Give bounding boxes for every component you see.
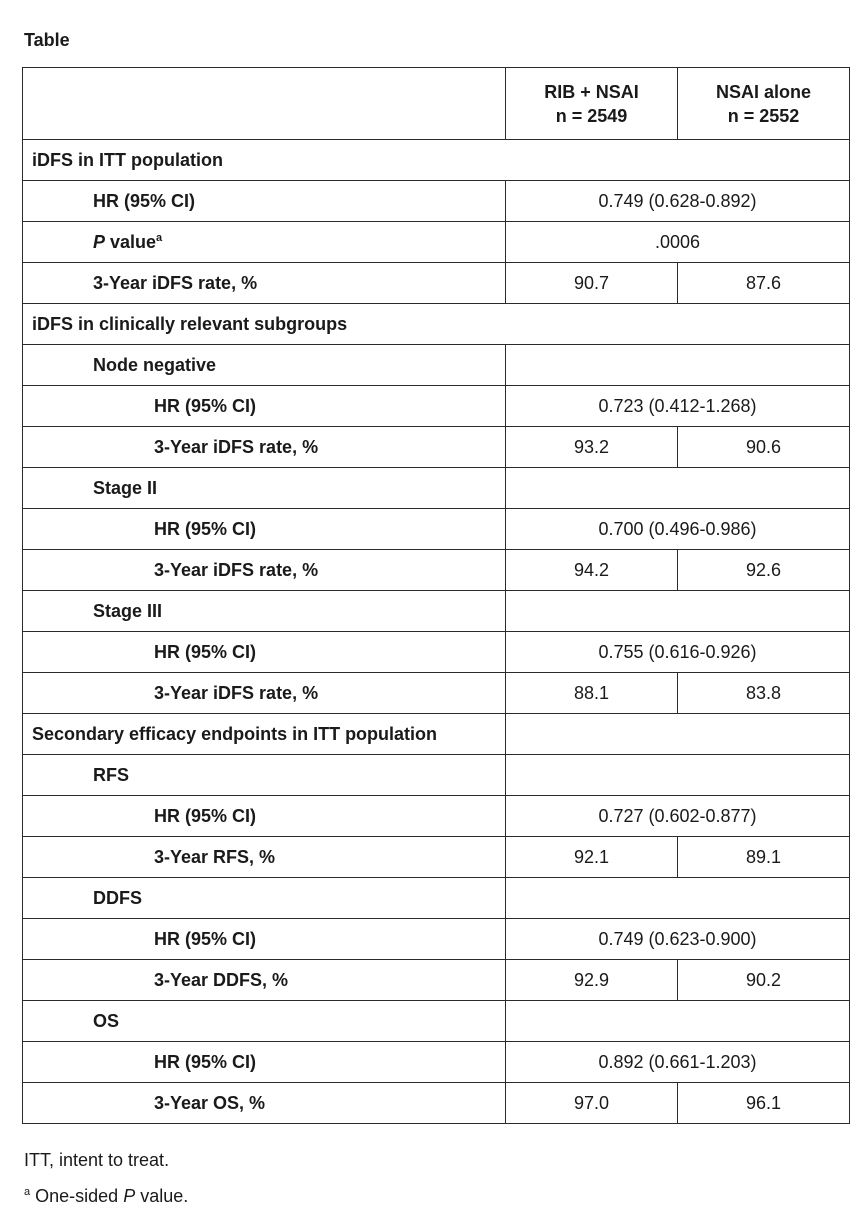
footnote-a bbox=[24, 1186, 188, 1207]
row-label bbox=[23, 222, 506, 263]
footnote-marker: a bbox=[156, 231, 163, 244]
subgroup-label: Node negative bbox=[23, 345, 506, 386]
row-value-nsai: 89.1 bbox=[678, 837, 850, 878]
empty-cell bbox=[506, 468, 850, 509]
row-label: 3-Year iDFS rate, % bbox=[23, 427, 506, 468]
table-row bbox=[23, 386, 850, 427]
table-row bbox=[23, 1083, 850, 1124]
header-nsai-alone-title: NSAI alone bbox=[715, 81, 812, 102]
table-row bbox=[23, 591, 850, 632]
row-label: 3-Year DDFS, % bbox=[23, 960, 506, 1001]
table-row bbox=[23, 632, 850, 673]
table-row bbox=[23, 468, 850, 509]
empty-cell bbox=[506, 345, 850, 386]
results-table bbox=[22, 67, 850, 1124]
table-row bbox=[23, 1042, 850, 1083]
empty-cell bbox=[506, 1001, 850, 1042]
empty-cell bbox=[506, 591, 850, 632]
row-value-rib: 93.2 bbox=[506, 427, 678, 468]
section-label: iDFS in ITT population bbox=[23, 140, 850, 181]
header-nsai-alone bbox=[678, 68, 850, 140]
footnote-a-pre: One-sided bbox=[30, 1186, 124, 1206]
row-value: 0.749 (0.628-0.892) bbox=[506, 181, 850, 222]
row-value-rib: 88.1 bbox=[506, 673, 678, 714]
row-value-nsai: 90.6 bbox=[678, 427, 850, 468]
table-row bbox=[23, 960, 850, 1001]
row-value-nsai: 96.1 bbox=[678, 1083, 850, 1124]
row-value-rib: 92.1 bbox=[506, 837, 678, 878]
subgroup-label: Stage III bbox=[23, 591, 506, 632]
table-header-row bbox=[23, 68, 850, 140]
table-row bbox=[23, 550, 850, 591]
row-value-nsai: 83.8 bbox=[678, 673, 850, 714]
table-row bbox=[23, 181, 850, 222]
table-row bbox=[23, 345, 850, 386]
table-row bbox=[23, 509, 850, 550]
p-value-text: value bbox=[105, 231, 157, 252]
table-row bbox=[23, 919, 850, 960]
row-label: HR (95% CI) bbox=[23, 632, 506, 673]
row-value: 0.723 (0.412-1.268) bbox=[506, 386, 850, 427]
subgroup-label: OS bbox=[23, 1001, 506, 1042]
table-row bbox=[23, 304, 850, 345]
row-label: HR (95% CI) bbox=[23, 509, 506, 550]
row-label: HR (95% CI) bbox=[23, 181, 506, 222]
row-label: 3-Year OS, % bbox=[23, 1083, 506, 1124]
footnote-a-italic: P bbox=[123, 1186, 136, 1206]
row-label: 3-Year RFS, % bbox=[23, 837, 506, 878]
header-rib-nsai-title: RIB + NSAI bbox=[544, 81, 639, 102]
row-value: 0.749 (0.623-0.900) bbox=[506, 919, 850, 960]
header-empty-cell bbox=[23, 68, 506, 140]
subgroup-label: RFS bbox=[23, 755, 506, 796]
table-row bbox=[23, 673, 850, 714]
subgroup-label: DDFS bbox=[23, 878, 506, 919]
header-nsai-alone-n: n = 2552 bbox=[727, 105, 800, 126]
table-row bbox=[23, 878, 850, 919]
section-label: Secondary efficacy endpoints in ITT population bbox=[23, 714, 506, 755]
table-row bbox=[23, 1001, 850, 1042]
row-label: HR (95% CI) bbox=[23, 1042, 506, 1083]
row-value-nsai: 90.2 bbox=[678, 960, 850, 1001]
p-italic: P bbox=[93, 231, 106, 252]
empty-cell bbox=[506, 755, 850, 796]
subgroup-label: Stage II bbox=[23, 468, 506, 509]
footnote-a-post: value. bbox=[135, 1186, 189, 1206]
table-row bbox=[23, 796, 850, 837]
row-value: 0.755 (0.616-0.926) bbox=[506, 632, 850, 673]
row-value: .0006 bbox=[506, 222, 850, 263]
footnote-itt: ITT, intent to treat. bbox=[24, 1150, 170, 1170]
row-label: 3-Year iDFS rate, % bbox=[23, 263, 506, 304]
row-label: 3-Year iDFS rate, % bbox=[23, 550, 506, 591]
section-label: iDFS in clinically relevant subgroups bbox=[23, 304, 850, 345]
table-row bbox=[23, 427, 850, 468]
table-row bbox=[23, 714, 850, 755]
empty-cell bbox=[506, 714, 850, 755]
row-value: 0.892 (0.661-1.203) bbox=[506, 1042, 850, 1083]
header-rib-nsai bbox=[506, 68, 678, 140]
table-row bbox=[23, 755, 850, 796]
row-label: HR (95% CI) bbox=[23, 796, 506, 837]
row-value: 0.700 (0.496-0.986) bbox=[506, 509, 850, 550]
row-value-rib: 94.2 bbox=[506, 550, 678, 591]
row-label: 3-Year iDFS rate, % bbox=[23, 673, 506, 714]
row-value-rib: 92.9 bbox=[506, 960, 678, 1001]
footnote-a-marker: a bbox=[24, 1186, 31, 1198]
empty-cell bbox=[506, 878, 850, 919]
row-value-nsai: 92.6 bbox=[678, 550, 850, 591]
row-value-rib: 90.7 bbox=[506, 263, 678, 304]
header-rib-nsai-n: n = 2549 bbox=[555, 105, 628, 126]
table-caption: Table bbox=[24, 30, 70, 50]
table-row bbox=[23, 140, 850, 181]
row-label: HR (95% CI) bbox=[23, 386, 506, 427]
row-value-nsai: 87.6 bbox=[678, 263, 850, 304]
row-value: 0.727 (0.602-0.877) bbox=[506, 796, 850, 837]
row-value-rib: 97.0 bbox=[506, 1083, 678, 1124]
table-row bbox=[23, 222, 850, 263]
row-label: HR (95% CI) bbox=[23, 919, 506, 960]
table-row bbox=[23, 837, 850, 878]
table-row bbox=[23, 263, 850, 304]
